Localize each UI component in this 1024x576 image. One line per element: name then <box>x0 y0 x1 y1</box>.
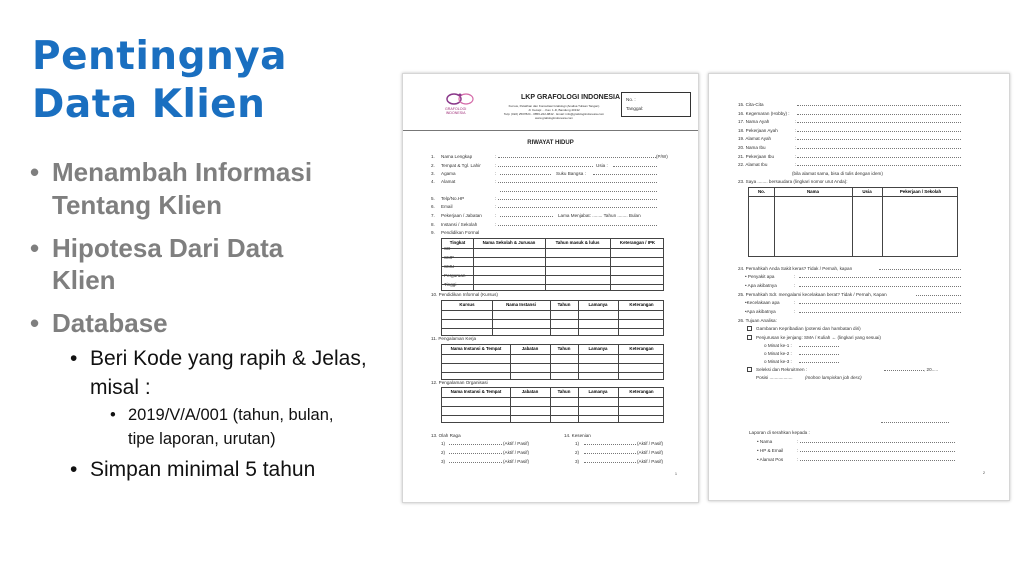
field-colon: : <box>795 136 797 142</box>
fill-line <box>799 283 961 287</box>
field-label: 22. Alamat Ibu <box>738 162 768 168</box>
slide-title-line-1: Pentingnya <box>32 34 287 79</box>
list-number: 3) <box>441 459 446 464</box>
fill-line <box>800 448 955 452</box>
table-header: No. <box>757 189 766 194</box>
subbullet-kode-1: Beri Kode yang rapih & Jelas, <box>90 347 367 370</box>
goal-personality: Gambaran Kepribadian (potensi dan hambatan diri) <box>756 326 861 331</box>
table-header: Tahun masuk & lulus <box>555 240 600 245</box>
table-header: Nama Instansi <box>506 302 536 307</box>
section-14: 14. Kesenian <box>564 433 591 438</box>
field-number: 7. <box>431 213 435 218</box>
table-header: Lamanya <box>588 389 608 394</box>
education-level: SMU <box>444 264 455 269</box>
fill-line <box>593 171 657 175</box>
fill-line <box>498 204 657 208</box>
fill-line <box>498 163 593 167</box>
fill-line <box>799 359 839 363</box>
field-label: Alamat <box>441 179 456 184</box>
illness-sub: • Penyakit apa <box>745 274 775 279</box>
table-col-line <box>545 239 546 290</box>
section-24: 24. Pernahkah Anda Sakit keras? Tidak / Pernah, kapan <box>738 266 853 271</box>
organization-experience-table <box>441 387 664 423</box>
fill-line <box>916 292 961 296</box>
table-row-line <box>442 310 663 311</box>
table-header: Tahun <box>557 302 571 307</box>
fill-line <box>797 154 961 158</box>
fill-line <box>797 162 961 166</box>
field-label: Nama Lengkap <box>441 154 473 159</box>
bullet-dot: • <box>30 157 40 187</box>
fill-line <box>879 266 961 270</box>
fill-line <box>498 196 657 200</box>
fill-line <box>584 450 636 454</box>
list-number: 2) <box>441 450 446 455</box>
education-level: Tinggi <box>444 282 457 287</box>
field-extra: (P/W) <box>656 154 668 159</box>
table-header: Pekerjaan / Sekolah <box>899 189 942 194</box>
field-label: Tempat & Tgl. Lahir <box>441 163 481 168</box>
fill-line <box>797 111 961 115</box>
field-colon: : <box>495 204 497 209</box>
table-header: Keterangan <box>629 346 654 351</box>
field-number: 1. <box>431 154 435 159</box>
work-experience-table <box>441 344 664 380</box>
report-item: • HP & Email <box>757 448 784 453</box>
table-row-line <box>442 257 663 258</box>
section-10: 10. Pendidikan Informal (Kursus) <box>431 292 498 297</box>
bullet-menambah-2: Tentang Klien <box>52 190 222 220</box>
field-label: Agama <box>441 171 456 176</box>
field-label: 15. Cita-Cita <box>738 102 764 107</box>
table-header: Nama <box>807 189 819 194</box>
section-12: 12. Pengalaman Organisasi <box>431 380 488 385</box>
illness-sub: • Apa akibatnya <box>745 283 777 288</box>
minat-item: o Minat ke-1 : <box>764 343 792 348</box>
fill-line <box>500 213 553 217</box>
fill-line <box>799 274 961 278</box>
field-colon: : <box>495 196 497 201</box>
field-label: Email <box>441 204 453 209</box>
posisi-label: Posisi .................. <box>756 375 793 380</box>
table-row-line <box>442 406 663 407</box>
table-row-line <box>442 397 663 398</box>
education-level: SD <box>444 246 451 251</box>
siblings-table <box>748 187 958 257</box>
field-number: 4. <box>431 179 435 184</box>
fill-line <box>498 179 657 183</box>
minat-item: o Minat ke-2 : <box>764 351 792 356</box>
subbullet-simpan: Simpan minimal 5 tahun <box>90 458 316 481</box>
table-header: Keterangan <box>629 302 654 307</box>
table-header: Jabatan <box>521 389 539 394</box>
bullet-dot: • <box>70 458 78 481</box>
fill-line <box>584 441 636 445</box>
colon: : <box>794 300 796 305</box>
field-number: 6. <box>431 204 435 209</box>
colon: : <box>797 457 799 462</box>
field-colon: : <box>795 162 797 168</box>
field-label: Instansi / Sekolah <box>441 222 478 227</box>
table-row-line <box>442 372 663 373</box>
table-row-line <box>442 275 663 276</box>
table-header: Nama Instansi & Tempat <box>450 389 502 394</box>
report-item: • Alamat Pos <box>757 457 784 462</box>
field-number: 5. <box>431 196 435 201</box>
bullet-menambah-1: Menambah Informasi <box>52 157 313 187</box>
fill-line <box>799 351 839 355</box>
accident-sub: •Apa akibatnya <box>745 309 776 314</box>
field-number: 2. <box>431 163 435 168</box>
colon: : <box>794 283 796 288</box>
table-header: Keterangan / IPK <box>619 240 656 245</box>
fill-line <box>613 163 657 167</box>
subsubbullet-example-2: tipe laporan, urutan) <box>128 430 276 448</box>
fill-line <box>500 188 657 192</box>
fill-line <box>881 419 949 423</box>
header-divider <box>403 130 698 131</box>
fill-line <box>797 128 961 132</box>
field-label: 20. Nama Ibu <box>738 145 766 150</box>
fill-line <box>449 441 502 445</box>
section-23: 23. Saya ........ bersaudara (lingkari nomor urut Anda): <box>738 179 848 184</box>
org-address: Kursus, Pelatihan dan Konsultasi Grafologi (Analisa Tulisan Tangan) Jl. Kecapi ... Kav. 1-D, Bandung 40132 Telp: (022) 2507824 - 0856-222-9842 · Email: info@grafologiindonesia.com www.grafologiindonesia.com <box>503 104 605 120</box>
table-col-line <box>882 188 883 256</box>
field-colon: : <box>795 153 797 159</box>
aktif-pasif: (Aktif / Pasif) <box>503 459 530 464</box>
aktif-pasif: (Aktif / Pasif) <box>503 441 530 446</box>
bullet-dot: • <box>30 308 40 338</box>
table-header: Kursus <box>459 302 475 307</box>
org-name: LKP GRAFOLOGI INDONESIA <box>521 94 621 101</box>
colon: : <box>794 274 796 279</box>
section-11: 11. Pengalaman Kerja <box>431 336 477 341</box>
number-date-box <box>621 92 691 117</box>
address-note: (bila alamat sama, bisa di tulis dengan idem) <box>792 171 883 176</box>
table-col-line <box>774 188 775 256</box>
field-number: 9. <box>431 230 435 235</box>
field-label: Pekerjaan / Jabatan <box>441 213 482 218</box>
fill-line <box>797 145 961 149</box>
section-13: 13. Olah Raga <box>431 433 461 438</box>
table-col-line <box>473 239 474 290</box>
fill-line <box>498 154 656 158</box>
bullet-hipotesa-1: Hipotesa Dari Data <box>52 233 284 263</box>
fill-line <box>449 459 502 463</box>
fill-line <box>498 222 657 226</box>
list-number: 3) <box>575 459 580 464</box>
field-label: 18. Pekerjaan Ayah <box>738 127 778 133</box>
table-header: Tahun <box>557 389 571 394</box>
field-extra: Suku Bangsa : <box>556 171 586 176</box>
field-colon: : <box>795 127 797 133</box>
list-number: 1) <box>575 441 580 446</box>
field-colon: : <box>495 222 497 227</box>
checkbox-selection[interactable] <box>747 367 752 372</box>
table-row-line <box>442 248 663 249</box>
table-row-line <box>442 266 663 267</box>
table-header: Nama Sekolah & Jurusan <box>482 240 536 245</box>
accident-sub: •Kecelakaan apa <box>745 300 780 305</box>
date-suffix: , 20..... <box>924 367 939 372</box>
bullet-dot: • <box>110 406 116 424</box>
list-number: 2) <box>575 450 580 455</box>
colon: : <box>797 448 799 453</box>
colon: : <box>794 309 796 314</box>
fill-line <box>799 343 839 347</box>
field-extra: Lama Menjabat: ........ Tahun ........ Bulan <box>558 213 641 218</box>
field-extra: Usia : <box>596 163 608 168</box>
table-header: Keterangan <box>629 389 654 394</box>
table-row-line <box>442 363 663 364</box>
bullet-dot: • <box>70 347 78 370</box>
goal-major: Penjurusan ke jenjang: SMA / Kuliah ← (lingkari yang sesuai) <box>756 335 881 340</box>
table-col-line <box>610 239 611 290</box>
subbullet-kode-2: misal : <box>90 376 151 399</box>
fill-line <box>884 367 924 371</box>
logo-text: GRAFOLOGI INDONESIA <box>445 107 467 115</box>
aktif-pasif: (Aktif / Pasif) <box>637 450 664 455</box>
aktif-pasif: (Aktif / Pasif) <box>637 441 664 446</box>
informal-education-table <box>441 300 664 336</box>
form-title: RIWAYAT HIDUP <box>527 140 574 146</box>
aktif-pasif: (Aktif / Pasif) <box>503 450 530 455</box>
table-header: Tahun <box>557 346 571 351</box>
fill-line <box>800 439 955 443</box>
field-colon: : <box>495 213 497 218</box>
fill-line <box>797 119 961 123</box>
table-col-line <box>852 188 853 256</box>
table-header: Lamanya <box>588 346 608 351</box>
table-row-line <box>442 328 663 329</box>
table-row-line <box>442 354 663 355</box>
bullet-dot: • <box>30 233 40 263</box>
colon: : <box>797 439 799 444</box>
bullet-hipotesa-2: Klien <box>52 265 116 295</box>
field-number: 3. <box>431 171 435 176</box>
section-26: 26. Tujuan Analisa: <box>738 318 777 323</box>
checkbox-major[interactable] <box>747 335 752 340</box>
fill-line <box>799 309 961 313</box>
page-number: 2 <box>983 471 985 475</box>
fill-line <box>800 457 955 461</box>
report-to-label: Laporan di serahkan kepada : <box>749 430 810 435</box>
form-page-1 <box>402 73 699 503</box>
section-25: 25. Pernahkah Sdr. mengalami kecelakaan berat? Tidak / Pernah, Kapan <box>738 292 887 297</box>
table-header: Tingkat <box>449 240 466 245</box>
fill-line <box>500 171 551 175</box>
no-label: No. : <box>626 97 636 102</box>
field-label: 17. Nama Ayah <box>738 119 770 125</box>
field-colon: : <box>495 179 497 184</box>
table-header: Usia <box>862 189 872 194</box>
field-colon: : <box>495 154 497 159</box>
fill-line <box>799 300 961 304</box>
report-item: • Nama <box>757 439 773 444</box>
field-number: 8. <box>431 222 435 227</box>
tanggal-label: Tanggal: <box>626 106 644 111</box>
fill-line <box>449 450 502 454</box>
fill-line <box>584 459 636 463</box>
bullet-database: Database <box>52 308 168 338</box>
field-label: Telp/No.HP <box>441 196 465 201</box>
field-colon: : <box>795 119 797 125</box>
education-level: SMP <box>444 255 454 260</box>
aktif-pasif: (Aktif / Pasif) <box>637 459 664 464</box>
field-colon: : <box>495 171 497 176</box>
field-label: Pendidikan Formal <box>441 230 480 235</box>
table-row-line <box>749 196 957 197</box>
table-header: Lamanya <box>588 302 608 307</box>
table-header: Jabatan <box>521 346 539 351</box>
slide-title-line-2: Data Klien <box>32 82 266 127</box>
subsubbullet-example-1: 2019/V/A/001 (tahun, bulan, <box>128 406 334 424</box>
education-level: Perguruan <box>444 273 466 278</box>
checkbox-personality[interactable] <box>747 326 752 331</box>
table-header: Nama Instansi & Tempat <box>450 346 502 351</box>
page-number: 1 <box>675 472 677 476</box>
table-row-line <box>442 415 663 416</box>
goal-selection: Seleksi dan Rekruitmen : <box>756 367 808 372</box>
formal-education-table <box>441 238 664 291</box>
form-page-2 <box>708 73 1010 501</box>
field-label: 19. Alamat Ayah <box>738 136 772 142</box>
minat-item: o Minat ke-3 : <box>764 359 792 364</box>
field-label: 21. Pekerjaan Ibu <box>738 153 775 159</box>
fill-line <box>797 136 961 140</box>
fill-line <box>797 102 961 106</box>
list-number: 1) <box>441 441 446 446</box>
field-colon: : <box>495 163 497 168</box>
field-label: 16. Kegemaran (Hobby) : <box>738 110 790 116</box>
field-colon: : <box>795 145 797 150</box>
table-row-line <box>442 319 663 320</box>
posisi-note: (mohon lampirkan job desc) <box>805 375 862 380</box>
table-row-line <box>442 284 663 285</box>
